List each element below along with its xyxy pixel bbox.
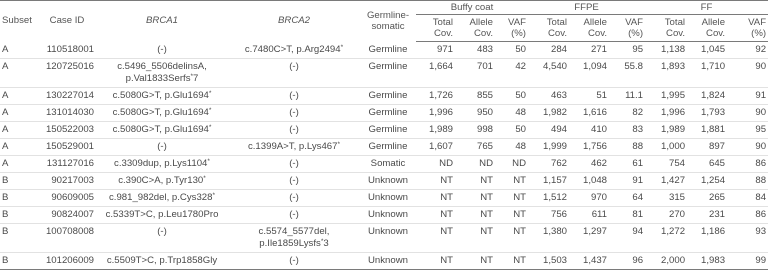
header-group-buffy-coat: Buffy coat: [416, 1, 528, 15]
ffpe-vaf-cell: 95: [632, 44, 644, 55]
buffy-coat-total-cov-cell: 1,726: [428, 90, 453, 101]
ffpe-allele-cov-cell: 410: [590, 124, 607, 135]
buffy-coat-total-cov-cell: NT: [440, 209, 453, 220]
header-ffpe-vaf: VAF (%): [609, 15, 645, 42]
ff-total-cov-cell: 1,138: [661, 44, 686, 55]
brca1-cell: c.3309dup, p.Lys1104*: [114, 158, 210, 169]
table-row: [0, 156, 768, 173]
brca1-cell: c.5080G>T, p.Glu1694*: [112, 90, 212, 101]
buffy-coat-vaf-cell: 48: [515, 107, 526, 118]
brca1-cell: c.5496_5506delinsA, p.Val1833Serfs*7: [117, 61, 207, 84]
buffy-coat-allele-cov-cell: 701: [476, 61, 493, 72]
ff-total-cov-cell: 1,996: [661, 107, 686, 118]
buffy-coat-vaf-cell: 50: [515, 124, 526, 135]
buffy-coat-total-cov-cell: NT: [440, 226, 453, 237]
ff-total-cov-cell: 1,989: [661, 124, 686, 135]
header-germline-somatic: Germline- somatic: [366, 10, 410, 33]
ff-total-cov-cell: 754: [669, 158, 686, 169]
germline-somatic-cell: Germline: [368, 90, 408, 101]
ff-allele-cov-cell: 1,881: [701, 124, 726, 135]
ffpe-allele-cov-cell: 1,437: [582, 255, 607, 266]
ff-total-cov-cell: 1,893: [661, 61, 686, 72]
buffy-coat-vaf-cell: NT: [513, 255, 526, 266]
ffpe-vaf-cell: 11.1: [625, 90, 644, 101]
table-row: [0, 139, 768, 156]
buffy-coat-allele-cov-cell: NT: [480, 175, 493, 186]
ffpe-total-cov-cell: 756: [550, 209, 567, 220]
footnote-marker: *: [203, 175, 206, 182]
ffpe-vaf-cell: 82: [632, 107, 644, 118]
brca2-cell: c.5574_5577del, p.Ile1859Lysfs*3: [258, 226, 330, 249]
ff-vaf-cell: 86: [755, 158, 767, 169]
buffy-coat-total-cov-cell: 971: [436, 44, 453, 55]
table-row: [0, 253, 768, 270]
case-id-cell: 110518001: [46, 43, 94, 55]
brca2-cell: (-): [289, 124, 299, 135]
header-ff-total-cov: Total Cov.: [645, 15, 687, 42]
ff-allele-cov-cell: 1,824: [701, 90, 726, 101]
buffy-coat-vaf-cell: NT: [513, 192, 526, 203]
table-row: [0, 59, 768, 88]
brca1-cell: c.5509T>C, p.Trp1858Gly: [106, 255, 218, 266]
buffy-coat-allele-cov-cell: 950: [476, 107, 493, 118]
subset-cell: B: [2, 209, 9, 220]
footnote-marker: *: [337, 141, 341, 148]
ffpe-vaf-cell: 81: [632, 209, 644, 220]
ffpe-total-cov-cell: 494: [550, 124, 567, 135]
germline-somatic-cell: Germline: [368, 43, 408, 55]
ffpe-total-cov-cell: 463: [550, 90, 567, 101]
header-buffy-coat-vaf: VAF (%): [495, 15, 528, 42]
header-buffy-coat-total-cov: Total Cov.: [416, 15, 455, 42]
ffpe-total-cov-cell: 1,512: [542, 192, 567, 203]
table-row: [0, 42, 768, 59]
table-row: [0, 88, 768, 105]
buffy-coat-allele-cov-cell: NT: [480, 226, 493, 237]
ffpe-total-cov-cell: 1,999: [542, 141, 567, 152]
ff-total-cov-cell: 1,427: [661, 175, 686, 186]
brca2-cell: (-): [289, 175, 299, 186]
brca2-cell: (-): [289, 255, 299, 266]
ff-allele-cov-cell: 645: [709, 158, 726, 169]
ff-vaf-cell: 84: [755, 192, 767, 203]
ff-allele-cov-cell: 231: [709, 209, 726, 220]
germline-somatic-cell: Unknown: [368, 226, 408, 237]
ff-total-cov-cell: 1,272: [661, 226, 686, 237]
subset-cell: A: [2, 158, 9, 169]
brca2-cell: (-): [289, 107, 299, 118]
ff-total-cov-cell: 1,000: [661, 141, 686, 152]
ffpe-vaf-cell: 61: [632, 158, 644, 169]
ffpe-vaf-cell: 94: [632, 226, 644, 237]
ffpe-allele-cov-cell: 1,756: [582, 141, 607, 152]
ff-vaf-cell: 86: [755, 209, 767, 220]
germline-somatic-cell: Unknown: [368, 175, 408, 186]
header-ff-vaf: VAF (%): [727, 15, 768, 42]
header-brca1: BRCA1: [146, 15, 178, 27]
ff-allele-cov-cell: 1,983: [701, 255, 726, 266]
ff-allele-cov-cell: 897: [709, 141, 726, 152]
brca2-cell: (-): [289, 192, 299, 203]
brca1-cell: c.390C>A, p.Tyr130*: [118, 175, 206, 186]
brca2-cell: c.1399A>T, p.Lys467*: [247, 141, 341, 152]
case-id-cell: 90217003: [51, 175, 94, 186]
ffpe-total-cov-cell: 762: [550, 158, 567, 169]
buffy-coat-vaf-cell: ND: [512, 158, 526, 169]
ffpe-total-cov-cell: 4,540: [542, 61, 567, 72]
germline-somatic-cell: Germline: [368, 124, 408, 135]
header-ff-allele-cov: Allele Cov.: [687, 15, 727, 42]
buffy-coat-total-cov-cell: NT: [440, 192, 453, 203]
buffy-coat-allele-cov-cell: 998: [476, 124, 493, 135]
header-case-id: Case ID: [49, 15, 85, 27]
case-id-cell: 130227014: [45, 90, 94, 101]
table-row: [0, 207, 768, 224]
ffpe-total-cov-cell: 1,380: [542, 226, 567, 237]
germline-somatic-cell: Unknown: [368, 192, 408, 203]
subset-cell: B: [2, 192, 9, 203]
ff-vaf-cell: 95: [755, 124, 767, 135]
ff-allele-cov-cell: 1,710: [701, 61, 726, 72]
header-group-ffpe: FFPE: [528, 1, 645, 15]
subset-cell: A: [2, 61, 9, 72]
case-id-cell: 120725016: [45, 61, 94, 72]
case-id-cell: 101206009: [45, 255, 94, 266]
buffy-coat-allele-cov-cell: NT: [480, 255, 493, 266]
buffy-coat-vaf-cell: NT: [513, 175, 526, 186]
brca2-cell: (-): [289, 61, 299, 72]
ffpe-vaf-cell: 83: [632, 124, 644, 135]
buffy-coat-total-cov-cell: NT: [440, 255, 453, 266]
brca2-cell: (-): [289, 158, 299, 169]
subset-cell: B: [2, 255, 9, 266]
buffy-coat-vaf-cell: 50: [515, 44, 526, 55]
ffpe-vaf-cell: 88: [632, 141, 644, 152]
subset-cell: B: [2, 226, 9, 237]
ff-allele-cov-cell: 1,254: [701, 175, 726, 186]
case-id-cell: 131127016: [46, 158, 94, 169]
buffy-coat-total-cov-cell: NT: [440, 175, 453, 186]
table-row: [0, 173, 768, 190]
footnote-marker: *: [208, 90, 212, 97]
germline-somatic-cell: Somatic: [370, 158, 406, 169]
brca2-cell: (-): [289, 209, 299, 220]
case-id-cell: 100708008: [45, 226, 94, 237]
header-ffpe-allele-cov: Allele Cov.: [569, 15, 609, 42]
footnote-marker: *: [208, 107, 212, 114]
case-id-cell: 90824007: [51, 209, 94, 220]
buffy-coat-allele-cov-cell: NT: [480, 209, 493, 220]
buffy-coat-vaf-cell: NT: [513, 209, 526, 220]
ff-total-cov-cell: 315: [669, 192, 686, 203]
ff-vaf-cell: 90: [755, 141, 767, 152]
subset-cell: A: [2, 124, 9, 135]
subset-cell: A: [2, 107, 9, 118]
buffy-coat-allele-cov-cell: 765: [476, 141, 493, 152]
case-id-cell: 90609005: [51, 192, 94, 203]
buffy-coat-allele-cov-cell: ND: [479, 158, 493, 169]
ffpe-vaf-cell: 96: [632, 255, 644, 266]
brca2-cell: (-): [289, 90, 299, 101]
footnote-marker: *: [340, 43, 344, 51]
buffy-coat-vaf-cell: 42: [515, 61, 526, 72]
case-id-cell: 150522003: [45, 124, 94, 135]
table-row: [0, 122, 768, 139]
table-row: [0, 224, 768, 253]
brca1-cell: (-): [157, 141, 167, 152]
brca2-cell: c.7480C>T, p.Arg2494*: [244, 43, 344, 55]
header-brca2: BRCA2: [278, 15, 310, 27]
ffpe-vaf-cell: 91: [632, 175, 644, 186]
ffpe-vaf-cell: 64: [632, 192, 644, 203]
ffpe-total-cov-cell: 1,982: [542, 107, 567, 118]
ffpe-allele-cov-cell: 271: [590, 44, 607, 55]
ff-vaf-cell: 91: [755, 90, 767, 101]
footnote-marker: *: [208, 124, 212, 131]
ffpe-allele-cov-cell: 462: [590, 158, 607, 169]
buffy-coat-total-cov-cell: 1,989: [428, 124, 453, 135]
germline-somatic-cell: Unknown: [368, 209, 408, 220]
footnote-marker: *: [320, 238, 324, 245]
germline-somatic-cell: Unknown: [368, 255, 408, 266]
ff-allele-cov-cell: 1,793: [701, 107, 726, 118]
ffpe-total-cov-cell: 1,503: [542, 255, 567, 266]
germline-somatic-cell: Germline: [368, 107, 408, 118]
buffy-coat-vaf-cell: 48: [515, 141, 526, 152]
ff-total-cov-cell: 2,000: [661, 255, 686, 266]
ff-total-cov-cell: 270: [669, 209, 686, 220]
ff-vaf-cell: 92: [755, 44, 767, 55]
brca1-cell: c.5339T>C, p.Leu1780Pro: [105, 209, 219, 220]
ffpe-allele-cov-cell: 970: [590, 192, 607, 203]
buffy-coat-total-cov-cell: ND: [439, 158, 453, 169]
footnote-marker: *: [207, 158, 210, 165]
brca1-cell: c.5080G>T, p.Glu1694*: [112, 107, 212, 118]
footnote-marker: *: [190, 73, 194, 80]
ffpe-allele-cov-cell: 1,048: [582, 175, 607, 186]
header-subset: Subset: [2, 15, 32, 27]
buffy-coat-allele-cov-cell: 855: [476, 90, 493, 101]
ffpe-allele-cov-cell: 1,616: [582, 107, 607, 118]
buffy-coat-vaf-cell: NT: [513, 226, 526, 237]
subset-cell: A: [2, 43, 9, 55]
table-row: [0, 105, 768, 122]
ff-total-cov-cell: 1,995: [661, 90, 686, 101]
table-row: [0, 190, 768, 207]
ff-vaf-cell: 93: [755, 226, 767, 237]
buffy-coat-total-cov-cell: 1,664: [428, 61, 453, 72]
header-buffy-coat-allele-cov: Allele Cov.: [455, 15, 495, 42]
ffpe-total-cov-cell: 284: [550, 44, 567, 55]
buffy-coat-vaf-cell: 50: [515, 90, 526, 101]
ffpe-total-cov-cell: 1,157: [542, 175, 567, 186]
header-ffpe-total-cov: Total Cov.: [528, 15, 569, 42]
brca1-cell: (-): [157, 226, 167, 237]
brca1-cell: (-): [157, 43, 167, 55]
germline-somatic-cell: Germline: [368, 141, 408, 152]
ffpe-vaf-cell: 55.8: [624, 61, 644, 72]
ffpe-allele-cov-cell: 1,297: [582, 226, 607, 237]
brca1-cell: c.981_982del, p.Cys328*: [108, 192, 215, 203]
header-group-ff: FF: [645, 1, 768, 15]
ff-allele-cov-cell: 1,045: [701, 44, 726, 55]
ff-vaf-cell: 90: [755, 61, 767, 72]
ff-vaf-cell: 88: [755, 175, 767, 186]
subset-cell: B: [2, 175, 9, 186]
ffpe-allele-cov-cell: 611: [591, 209, 607, 220]
germline-somatic-cell: Germline: [368, 61, 408, 72]
buffy-coat-allele-cov-cell: 483: [476, 44, 493, 55]
buffy-coat-total-cov-cell: 1,996: [428, 107, 453, 118]
subset-cell: A: [2, 90, 9, 101]
buffy-coat-allele-cov-cell: NT: [480, 192, 493, 203]
ff-allele-cov-cell: 1,186: [701, 226, 726, 237]
ffpe-allele-cov-cell: 1,094: [582, 61, 607, 72]
ff-vaf-cell: 90: [755, 107, 767, 118]
case-id-cell: 150529001: [45, 141, 94, 152]
case-id-cell: 131014030: [45, 107, 94, 118]
ff-vaf-cell: 99: [755, 255, 767, 266]
footnote-marker: *: [212, 192, 215, 199]
table-body: [0, 42, 768, 270]
subset-cell: A: [2, 141, 9, 152]
brca1-cell: c.5080G>T, p.Glu1694*: [112, 124, 212, 135]
ff-allele-cov-cell: 265: [709, 192, 726, 203]
ffpe-allele-cov-cell: 51: [596, 90, 607, 101]
buffy-coat-total-cov-cell: 1,607: [428, 141, 453, 152]
